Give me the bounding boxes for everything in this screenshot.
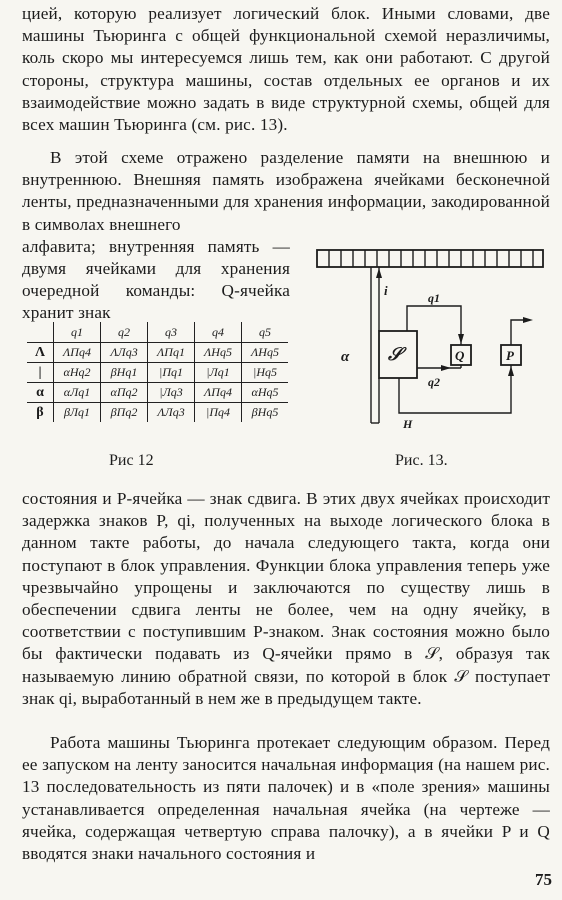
arrow-q2 <box>441 365 451 371</box>
table-cell: ΛПq1 <box>148 343 195 363</box>
paragraph-1: цией, которую реализует логический блок. Иными словами, две машины Тьюринга с общей функциональной схемой неразличимы, коль скоро мы интересуемся лишь тем, как они работают. С другой стороны, структура машины, состав отдельных ее органов и их взаимодействие можно задать в виде структурной схемы, общей для всех машин Тьюринга (см. рис. 13). <box>22 4 550 135</box>
column-header: q4 <box>195 322 242 343</box>
table-cell: ΛНq5 <box>195 343 242 363</box>
i-label: i <box>384 283 388 298</box>
paragraph-2-left-column: алфавита; внутренняя память — двумя ячейками для хранения очередной команды: Q-ячейка хранит знак <box>22 236 290 323</box>
table-cell: ΛПq4 <box>54 343 101 363</box>
turing-structure-diagram <box>315 248 547 448</box>
table-row <box>27 403 288 423</box>
row-header: Λ <box>27 343 54 363</box>
table-cell: ΛПq4 <box>195 383 242 403</box>
table-cell: |Лq3 <box>148 383 195 403</box>
column-header: q3 <box>148 322 195 343</box>
column-header: q5 <box>242 322 289 343</box>
page-number: 75 <box>535 870 552 889</box>
logic-block-label: 𝒮 <box>388 344 402 364</box>
table-row <box>27 363 288 383</box>
h-label: Н <box>403 417 413 431</box>
table-cell: βНq5 <box>251 405 279 419</box>
tape-cells <box>329 250 533 267</box>
table-cell: |Нq5 <box>242 363 289 383</box>
q1-label: q1 <box>428 291 440 305</box>
table-cell: ΛЛq3 <box>101 343 148 363</box>
alpha-label: α <box>341 349 350 365</box>
table-cell: |Лq1 <box>195 363 242 383</box>
q2-label: q2 <box>428 375 440 389</box>
table-header-row <box>27 322 288 343</box>
figure-12-caption: Рис 12 <box>109 452 154 469</box>
paragraph-4: Работа машины Тьюринга протекает следующим образом. Перед ее запуском на ленту заносится начальная информация (на нашем рис. 13 последовательность из пяти палочек) и в «поле зрения» машины устанавливается определенная начальная ячейка (на чертеже — ячейка, содержащая четвертую справа палочку), а в ячейки P и Q вводятся знаки начального состояния и <box>22 733 550 864</box>
table-cell: ΛНq5 <box>242 343 289 363</box>
arrow-out <box>523 317 533 323</box>
column-header: q1 <box>54 322 101 343</box>
arrow-to-tape <box>376 268 382 278</box>
table-row <box>27 343 288 363</box>
table-cell: αНq5 <box>242 383 289 403</box>
column-header: q2 <box>101 322 148 343</box>
arrow-q1 <box>458 334 464 344</box>
row-header: β <box>27 403 54 423</box>
row-header: | <box>27 363 54 383</box>
p-block-label: P <box>506 348 514 363</box>
turing-functional-table <box>27 322 288 422</box>
table-cell: αПq2 <box>101 383 148 403</box>
table-cell: αЛq1 <box>54 383 101 403</box>
table-cell: βНq1 <box>101 363 148 383</box>
table-cell: αНq2 <box>54 363 101 383</box>
paragraph-2-full-width: В этой схеме отражено разделение памяти на внешнюю и внутреннюю. Внешняя память изображена ячейками бесконечной ленты, предназначенными для хранения информации, закодированной в символах внешнего <box>22 148 550 234</box>
table-cell: |Пq4 <box>195 403 242 423</box>
table-corner <box>27 322 54 343</box>
row-header: α <box>27 383 54 403</box>
figure-13-caption: Рис. 13. <box>395 452 448 469</box>
paragraph-3: состояния и P-ячейка — знак сдвига. В этих двух ячейках происходит задержка знаков P, qi, полученных на выходе логического блока в данном такте работы, до начала следующего такта, когда они поступают в блок управления. Функции блока управления теперь уже чрезвычайно упрощены и заключаются по существу лишь в обеспечении сдвига ленты не более, чем на одну ячейку, в соответствии с поступившим P-знаком. Знак состояния можно было бы фактически подавать из Q-ячейки прямо в 𝒮, образуя так называемую линию обратной связи, по которой в блок 𝒮 поступает знак qi, выработанный в нем же в предыдущем такте. <box>22 489 550 708</box>
table-cell: |Пq1 <box>148 363 195 383</box>
table-cell: βЛq1 <box>54 403 101 423</box>
arrow-h <box>508 366 514 376</box>
table-cell: ΛЛq3 <box>148 403 195 423</box>
table-cell: βПq2 <box>101 403 148 423</box>
q-block-label: Q <box>455 348 465 363</box>
table-row <box>27 383 288 403</box>
